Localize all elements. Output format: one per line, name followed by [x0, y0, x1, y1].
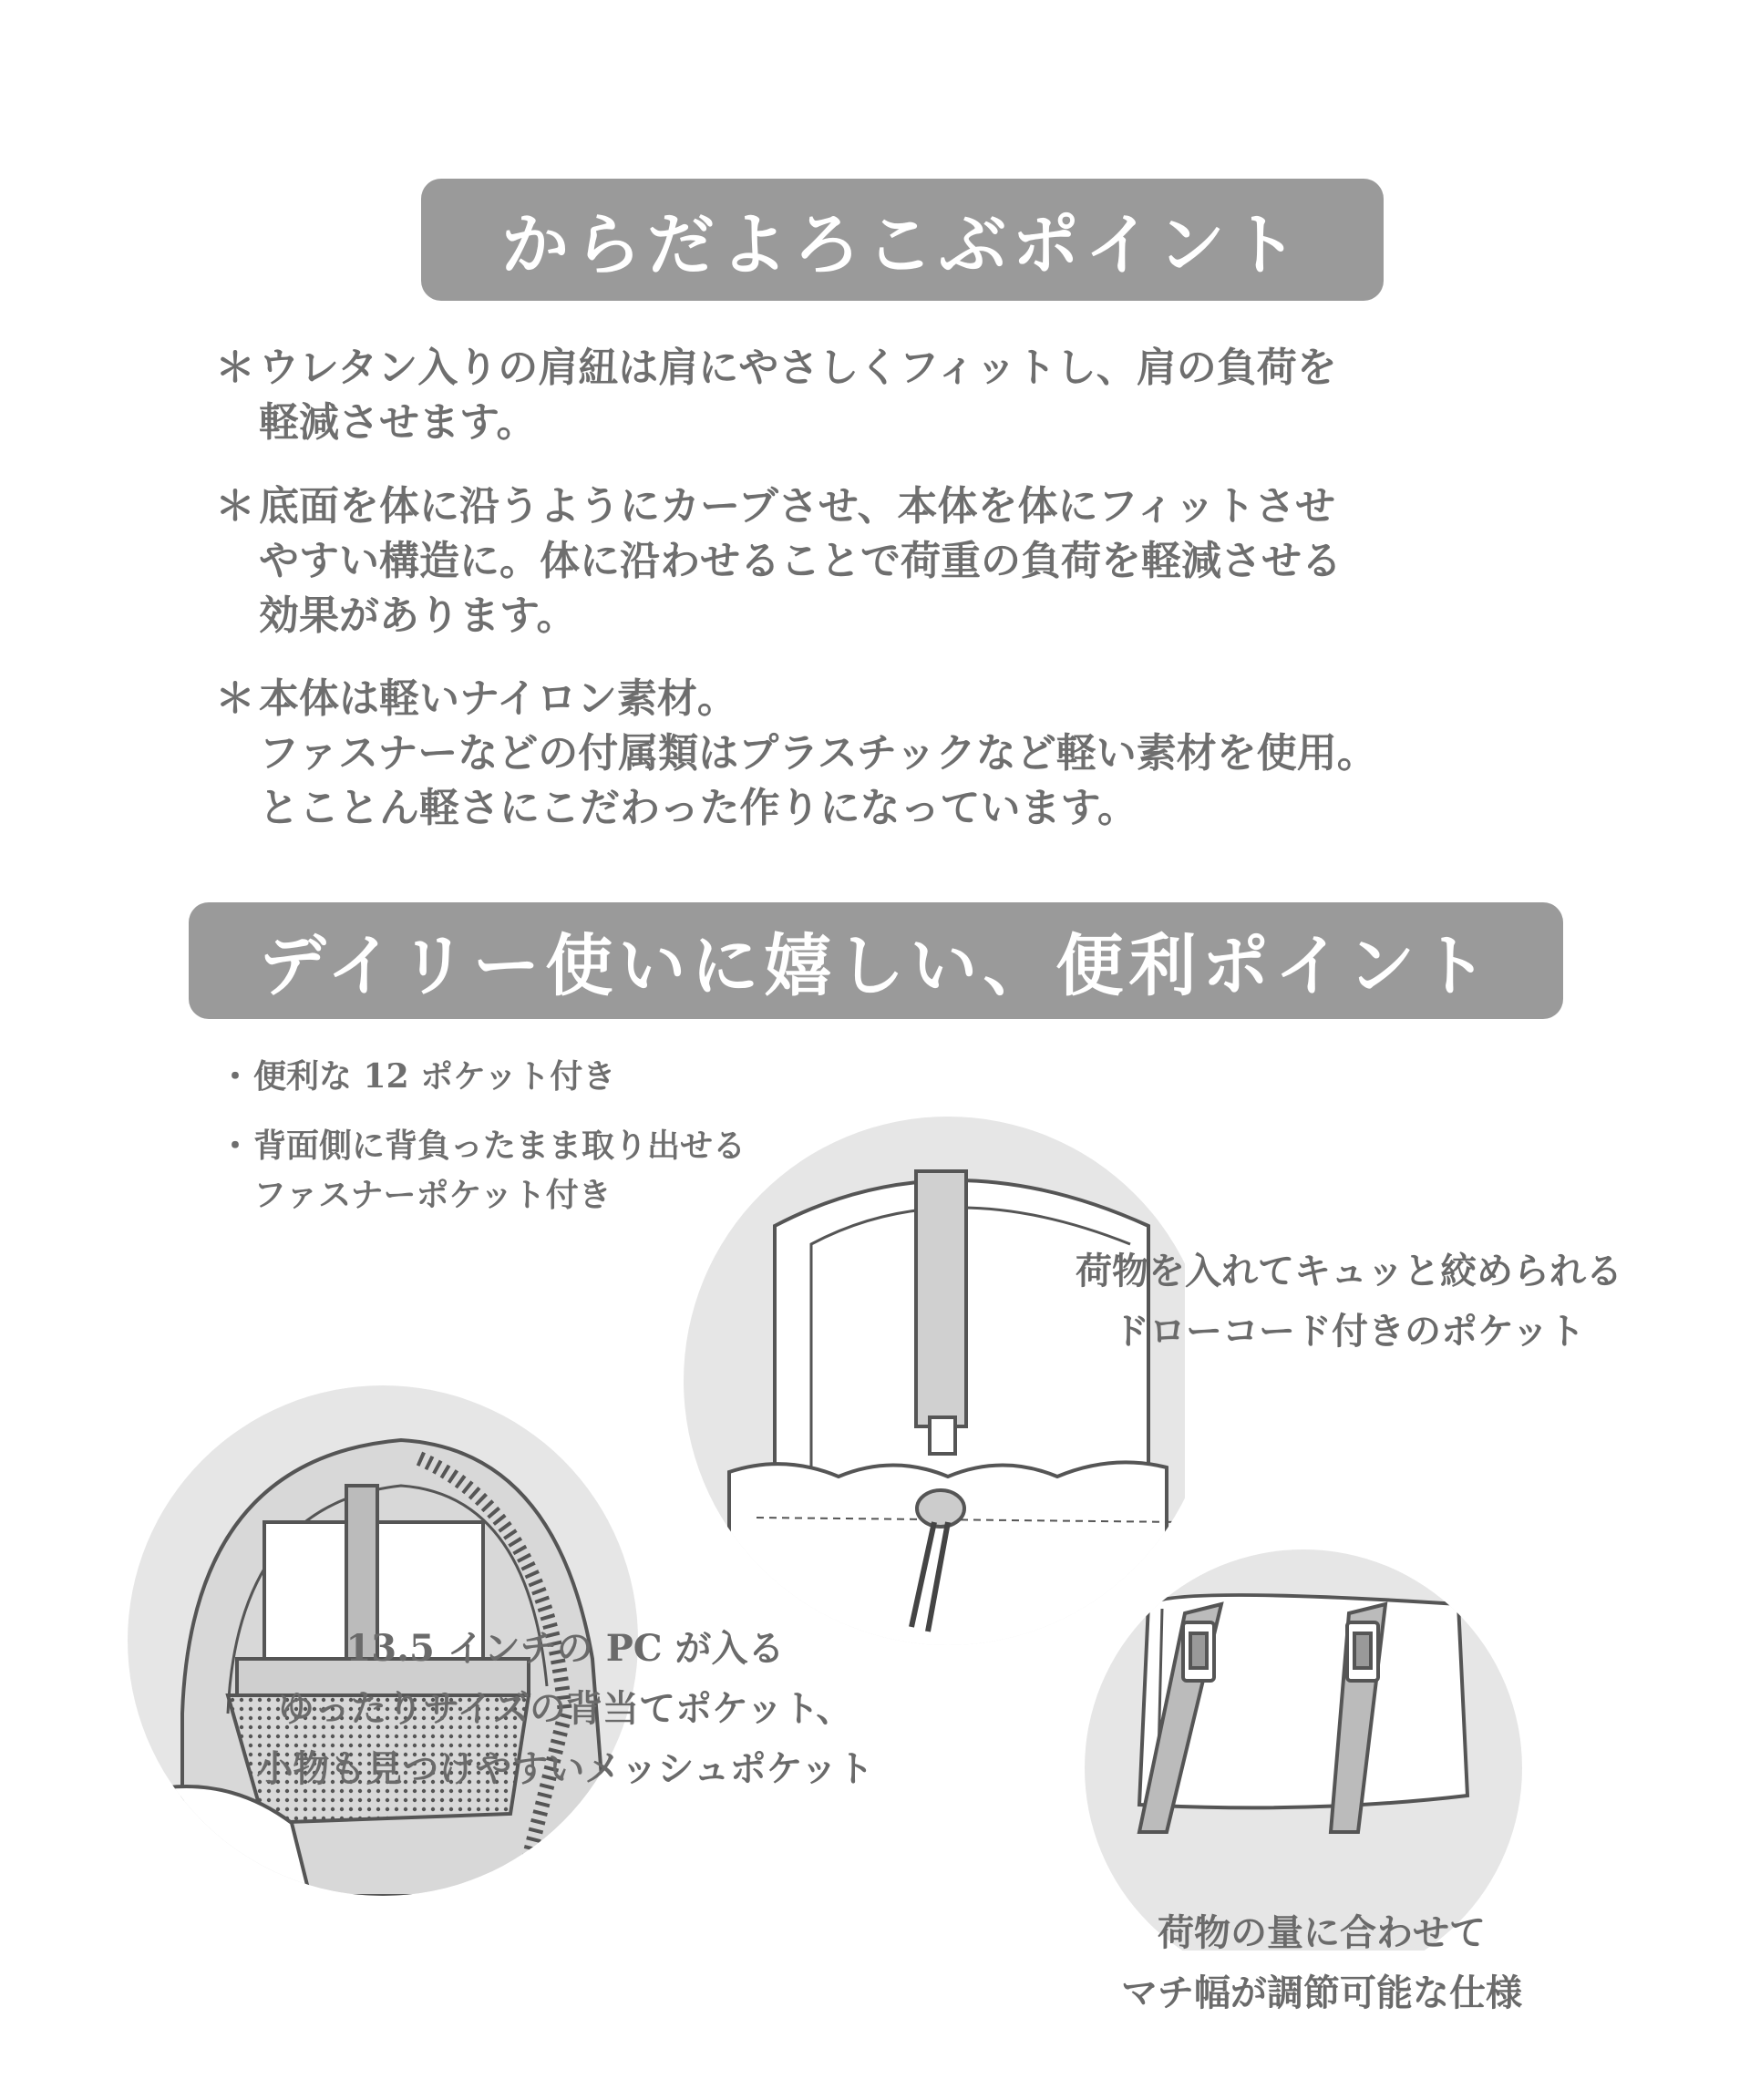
- gusset-adjuster-illustration: [1076, 1549, 1531, 1951]
- list-item: [215, 341, 1582, 450]
- section-title-body-points: からだよろこぶポイント: [421, 179, 1384, 301]
- bullet-text: ウレタン入りの肩紐は肩にやさしくフィットし、肩の負荷を 軽減させます。: [259, 345, 1337, 446]
- section-title-convenience-points: デイリー使いに嬉しい、便利ポイント: [189, 902, 1563, 1019]
- bullet-text: 背面側に背負ったまま取り出せる ファスナーポケット付き: [253, 1127, 746, 1214]
- list-item: [219, 1052, 615, 1101]
- dot-bullet: ・: [219, 1127, 252, 1165]
- bullet-text: 底面を体に沿うようにカーブさせ、本体を体にフィットさせ やすい構造に。体に沿わせることで荷重の負荷を軽減させる 効果があります。: [259, 483, 1342, 639]
- caption-drawcord-pocket: 荷物を入れてキュッと絞められる ドローコード付きのポケット: [1076, 1250, 1622, 1353]
- list-item: [215, 672, 1582, 836]
- dot-bullet: ・: [219, 1057, 252, 1096]
- bullet-text: 本体は軽いナイロン素材。 ファスナーなどの付属類はプラスチックなど軽い素材を使用。 とことん軽さにこだわった作りになっています。: [259, 675, 1377, 831]
- list-item: [215, 479, 1582, 643]
- asterisk-bullet: ＊: [215, 675, 255, 722]
- caption-gusset-adjust: 荷物の量に合わせて マチ幅が調節可能な仕様: [1121, 1911, 1522, 2014]
- asterisk-bullet: ＊: [215, 483, 255, 530]
- asterisk-bullet: ＊: [215, 345, 255, 391]
- list-item: [219, 1121, 746, 1220]
- bullet-text: 便利な 12 ポケット付き: [253, 1057, 616, 1096]
- caption-pc-pocket: 13.5 インチの PC が入る ゆったりサイズの背当てポケット、 小物も見つけやすいメッシュポケット: [256, 1627, 874, 1790]
